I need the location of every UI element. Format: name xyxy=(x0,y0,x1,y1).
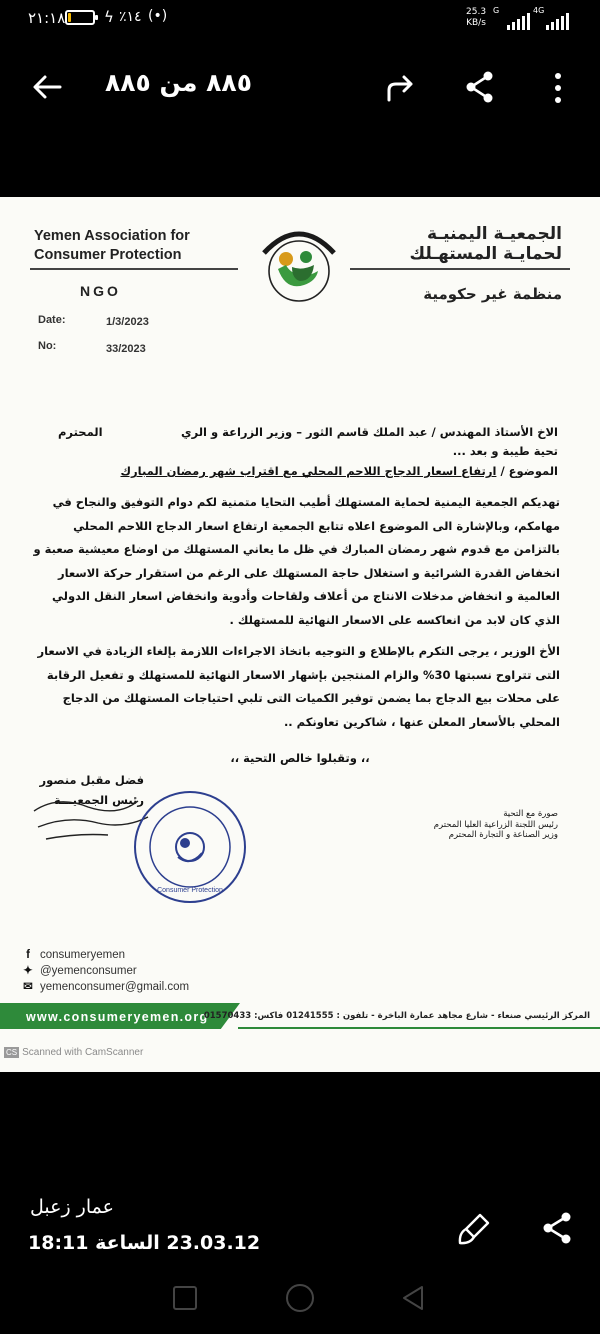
hotspot-icon: (•) xyxy=(148,8,168,24)
network-subtype: G xyxy=(493,6,500,15)
number-label: No: xyxy=(38,340,57,352)
sender-name: عمار زعبل xyxy=(30,1196,114,1218)
header-rule-right xyxy=(350,268,570,270)
association-logo-icon xyxy=(256,219,342,309)
letter-footer xyxy=(0,1003,600,1033)
ngo-label: NGO xyxy=(80,283,121,299)
signer-block: فضل مقبل منصور رئيس الجمعيـــة xyxy=(39,773,144,807)
header-rule-left xyxy=(30,268,238,270)
document-image xyxy=(0,197,600,1072)
greeting: تحية طيبة و بعد ... xyxy=(452,444,558,458)
viewer-toolbar xyxy=(0,48,600,128)
scanner-watermark: CS Scanned with CamScanner xyxy=(6,1047,144,1058)
edit-brush-icon[interactable] xyxy=(456,1209,494,1247)
twitter-icon: ✦ xyxy=(23,965,33,977)
date-value: 1/3/2023 xyxy=(106,316,149,328)
recent-apps-button[interactable] xyxy=(173,1286,197,1310)
signal-icon xyxy=(507,10,530,30)
camscanner-icon: CS xyxy=(6,1048,18,1057)
battery-percent: ٪١٤ xyxy=(119,9,142,25)
charging-icon: ϟ xyxy=(104,8,114,26)
share-icon-bottom[interactable] xyxy=(540,1210,574,1246)
respected-label: المحترم xyxy=(58,425,103,439)
mail-icon: ✉ xyxy=(23,981,33,993)
battery-icon xyxy=(65,10,95,25)
website-url: www.consumeryemen.org xyxy=(26,1010,209,1024)
stamp-text: Consumer Protection xyxy=(157,887,223,894)
contact-list xyxy=(22,947,189,995)
contact-email: ✉ yemenconsumer@gmail.com xyxy=(23,981,190,993)
subject-line: الموضوع / ارتفاع اسعار الدجاج اللاحم المحلي مع اقتراب شهر رمضان المبارك xyxy=(120,464,558,478)
message-time: 18:11 الساعة 23.03.12 xyxy=(28,1232,261,1254)
contact-twitter: ✦ @yemenconsumer xyxy=(23,965,137,977)
more-options-icon[interactable] xyxy=(548,70,568,106)
share-icon[interactable] xyxy=(464,70,496,104)
back-nav-button[interactable] xyxy=(400,1284,426,1312)
status-bar xyxy=(0,0,600,40)
contact-facebook: f consumeryemen xyxy=(22,947,189,963)
signal-icon-2 xyxy=(546,10,569,30)
addressee: الاخ الأستاذ المهندس / عبد الملك قاسم الثور – وزير الزراعة و الري xyxy=(181,425,558,439)
org-name-english: Yemen Association for Consumer Protection xyxy=(34,228,190,263)
org-name-arabic: الجمعيـة اليمنيـة لحمايـة المستهـلك منظمة غير حكومية xyxy=(409,224,562,303)
letter-paragraph-1: تهديكم الجمعية اليمنية لحماية المستهلك أطيب التحايا متمنية لكم دوام التوفيق والنجاح في مهامكم، وبالإشارة الى الموضوع اعلاه تتابع الجمعية ارتفاع اسعار الدجاج اللاحم المحلي بالتزامن مع قدوم شهر رمضان المبارك في ظل ما يعاني المستهلك من اوضاع معيشية صعبة و انخفاض القدرة الشرائية و استغلال حاجة المستهلك على الرغم من استقرار حركة الاسعار العالمية و انخفاض مدخلات الانتاج من أعلاف ولقاحات وأدوية وانخفاض اسعار النقل الدولي الذي كان لابد من انعاكسه على الاسعار النهائية للمستهلك . xyxy=(33,495,560,627)
letter-paragraph-2: الأخ الوزير ، يرجى التكرم بالإطلاع و التوجيه باتخاذ الاجراءات اللازمة بإلغاء الزيادة في الاسعار التى تتراوح نسبتها 30% والزام المنتجين بإشهار الاسعار النهائية للمستهلك و تفعيل الرقابة على محلات بيع الدجاج بما يضمن توفير الكميات التى تلبي احتياجات المستهلك من الدجاج المحلي بالأسعار المعلن عنها ، شاكرين تعاونكم .. xyxy=(37,644,560,729)
back-arrow-icon[interactable] xyxy=(30,70,64,104)
image-counter: ٨٨٥ من ٨٨٥ xyxy=(105,68,252,97)
date-label: Date: xyxy=(38,314,66,326)
home-button[interactable] xyxy=(286,1284,314,1312)
status-clock: ٢١:١٨ xyxy=(28,9,66,27)
battery-level xyxy=(68,13,71,22)
facebook-icon: f xyxy=(26,949,30,961)
footer-rule xyxy=(238,1027,600,1029)
official-stamp-icon xyxy=(130,787,250,907)
footer-address: المركز الرئيسي صنعاء - شارع مجاهد عمارة الباخرة - تلفون : 01241555 فاكس: 01570433 xyxy=(203,1011,590,1021)
forward-icon[interactable] xyxy=(384,72,416,104)
network-type: 4G xyxy=(533,6,545,15)
network-speed: 25.3 KB/s xyxy=(466,7,487,28)
closing-line: ،، وتقبلوا خالص التحية ،، xyxy=(230,751,370,765)
number-value: 33/2023 xyxy=(106,343,146,355)
copies-list: صورة مع التحية رئيس اللجنة الزراعية العليا المحترم وزير الصناعة و التجارة المحترم xyxy=(433,809,558,840)
